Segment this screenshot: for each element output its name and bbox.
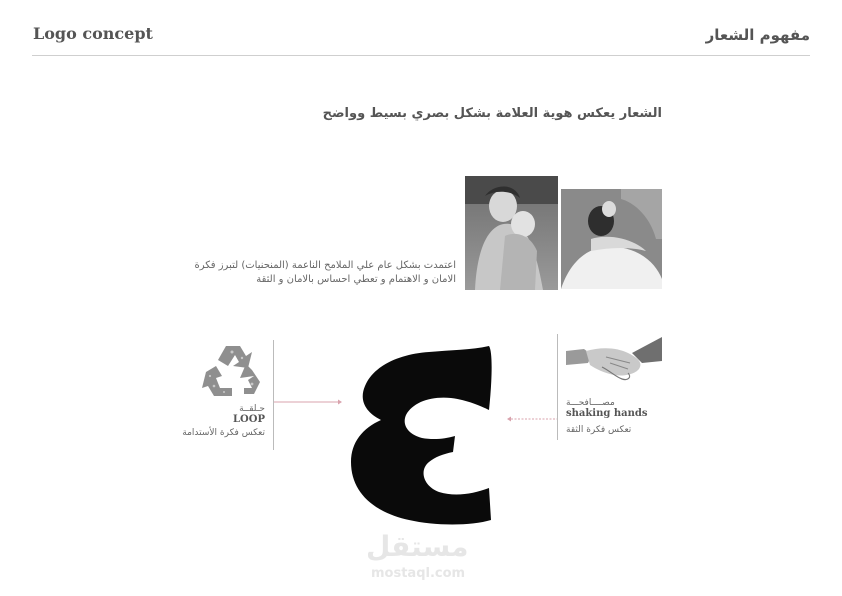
tagline: الشعار يعكس هوية العلامة بشكل بصري بسيط وواضح — [322, 106, 662, 121]
photo-hug — [465, 176, 558, 290]
right-divider — [557, 334, 558, 440]
handshake-caption: تعكس فكرة الثقة — [566, 425, 632, 435]
recycle-icon — [202, 342, 264, 398]
watermark-english: mostaql.com — [371, 566, 466, 581]
logo-mark — [343, 342, 495, 526]
header-divider — [32, 55, 810, 56]
loop-label-en: LOOP — [233, 414, 265, 425]
watermark-arabic: مستقل — [366, 530, 469, 563]
left-connector-arrow — [274, 391, 342, 399]
handshake-labels — [566, 398, 648, 435]
handshake-label-ar: مصــــافحـــة — [566, 398, 615, 408]
description-line-1: اعتمدت بشكل عام علي الملامح الناعمة (المنحنيات) لتبرز فكرة — [194, 260, 456, 271]
loop-label-ar: حـلقــة — [239, 404, 265, 414]
loop-caption: تعكس فكرة الأستدامة — [182, 428, 265, 438]
handshake-icon — [566, 333, 662, 383]
loop-labels — [182, 404, 265, 438]
handshake-label-en: shaking hands — [566, 408, 648, 419]
concept-description — [156, 259, 456, 287]
page-title-ar: مفهوم الشعار — [705, 26, 810, 44]
page-title-en: Logo concept — [33, 24, 153, 43]
photo-comfort — [561, 189, 662, 289]
description-line-2: الامان و الاهتمام و تعطي احساس بالامان و الثقة — [256, 274, 456, 285]
right-connector-arrow — [507, 408, 557, 416]
